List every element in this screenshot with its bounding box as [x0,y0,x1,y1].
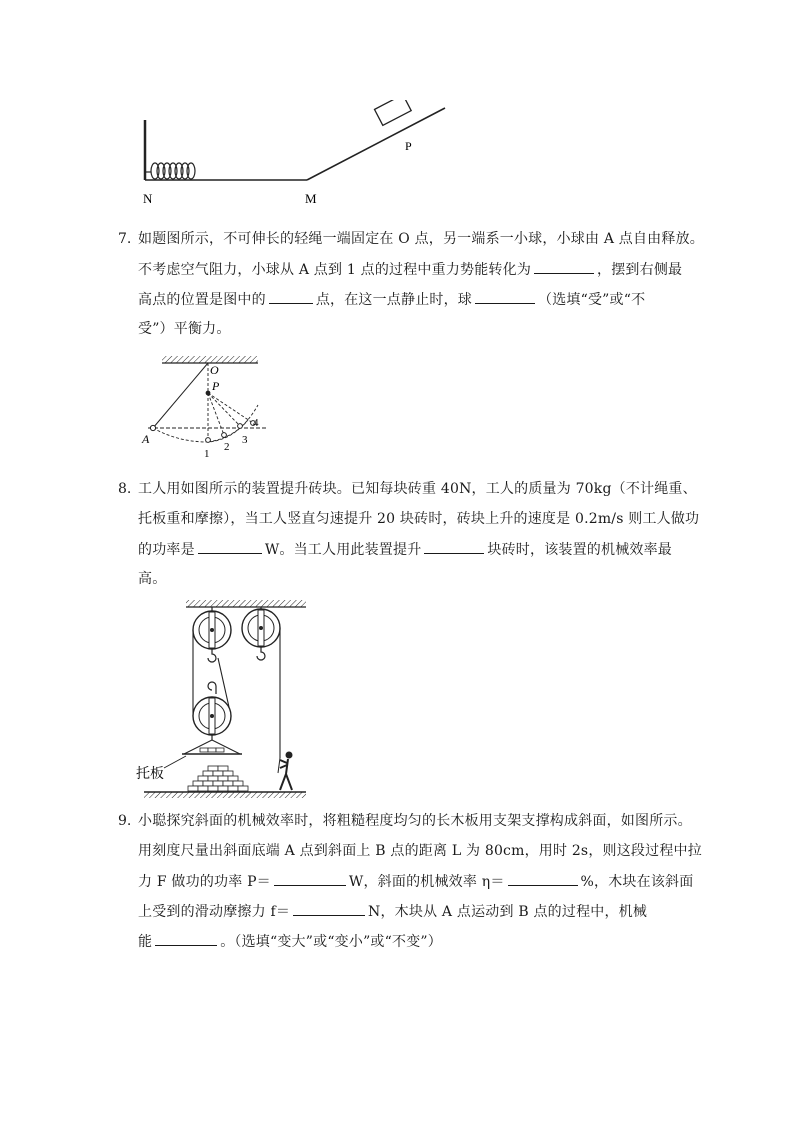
q8-text-3a: 的功率是 [138,542,195,558]
label-a: A [142,432,150,446]
q8-line-4 [138,569,166,589]
q7-text-4: 受”）平衡力。 [138,321,231,337]
label-m: M [305,191,317,206]
q9-blank-3[interactable] [293,901,365,916]
q9-text-4a: 上受到的滑动摩擦力 f＝ [138,904,291,920]
q7-text-1: 如题图所示，不可伸长的轻绳一端固定在 O 点，另一端系一小球，小球由 A 点自由释放。 [138,231,704,247]
q8-blank-1[interactable] [198,539,262,554]
q9-line-5 [138,931,442,952]
q7-text-2b: ，摆到右侧最 [597,262,683,278]
q8-number: 8. [118,481,132,497]
q7-number: 7. [118,231,132,247]
q8-text-2: 托板重和摩擦），当工人竖直匀速提升 20 块砖时，砖块上升的速度是 0.2m/s 则工人做功 [138,511,700,527]
q9-line-3 [138,871,693,892]
q9-text-5b: 。（选填“变大”或“变小”或“不变”） [220,934,442,950]
label-tray: 托板 [136,767,164,782]
figure-spring-incline [135,100,455,212]
label-o: O [210,363,219,377]
q7-text-3a: 高点的位置是图中的 [138,292,266,308]
q7-line-2 [138,259,682,280]
q9-text-5a: 能 [138,934,153,950]
block-on-incline [374,100,411,125]
q8-line-1 [138,479,697,499]
q9-text-3c: %，木块在该斜面 [580,874,694,890]
fixed-pulley-left [193,607,231,662]
q7-line-3 [138,289,645,310]
q9-text-2: 用刻度尺量出斜面底端 A 点到斜面上 B 点的距离 L 为 80cm，用时 2s，则这段过程中拉 [138,843,702,859]
fixed-pulley-right [242,607,280,660]
label-4: 4 [253,417,259,429]
incline-line [307,108,445,180]
brick-pile [188,766,248,791]
figure-pendulum [138,350,273,462]
ceiling-hatch [162,356,258,363]
label-1: 1 [204,448,210,460]
q8-line-2 [138,509,699,529]
tray-with-bricks [182,740,242,754]
pulley-ceiling [186,600,306,607]
q8-text-1: 工人用如图所示的装置提升砖块。已知每块砖重 40N，工人的质量为 70kg（不计绳重、 [138,481,697,497]
q7-text-2a: 不考虑空气阻力，小球从 A 点到 1 点的过程中重力势能转化为 [138,262,532,278]
q9-number: 9. [118,813,132,829]
q7-text-3b: 点，在这一点静止时，球 [315,292,473,308]
nail-p [206,391,211,396]
q9-line-1 [138,811,692,831]
q9-blank-2[interactable] [508,871,578,886]
q8-text-3c: 块砖时，该装置的机械效率最 [487,542,673,558]
q7-blank-1[interactable] [534,259,594,274]
q8-blank-2[interactable] [424,539,484,554]
figure-pulley [134,598,310,802]
label-p2: P [212,379,220,393]
label-2: 2 [224,441,230,453]
spring-icon [145,163,195,179]
q7-blank-2[interactable] [269,289,313,304]
q7-line-4 [138,319,231,339]
q9-text-4b: N，木块从 A 点运动到 B 点的过程中，机械 [368,904,648,920]
q8-text-4: 高。 [138,571,167,587]
q9-text-1: 小聪探究斜面的机械效率时，将粗糙程度均匀的长木板用支架支撑构成斜面，如图所示。 [138,813,692,829]
q9-line-4 [138,901,647,922]
q8-text-3b: W。当工人用此装置提升 [264,542,422,558]
q9-text-3b: W，斜面的机械效率 η＝ [348,874,505,890]
q7-text-3c: （选填“受”或“不 [538,292,646,308]
q7-blank-3[interactable] [475,289,535,304]
q9-line-2 [138,841,702,861]
label-p: P [405,139,412,153]
q9-blank-1[interactable] [274,871,346,886]
q9-blank-4[interactable] [155,931,217,946]
label-n: N [143,191,153,206]
q9-text-3a: 力 F 做功的功率 P＝ [138,874,271,890]
q8-line-3 [138,539,672,560]
label-3: 3 [242,434,248,446]
ball-a [150,425,155,430]
worker-icon [280,752,293,791]
q7-line-1 [138,229,704,249]
string-oa [153,363,208,428]
